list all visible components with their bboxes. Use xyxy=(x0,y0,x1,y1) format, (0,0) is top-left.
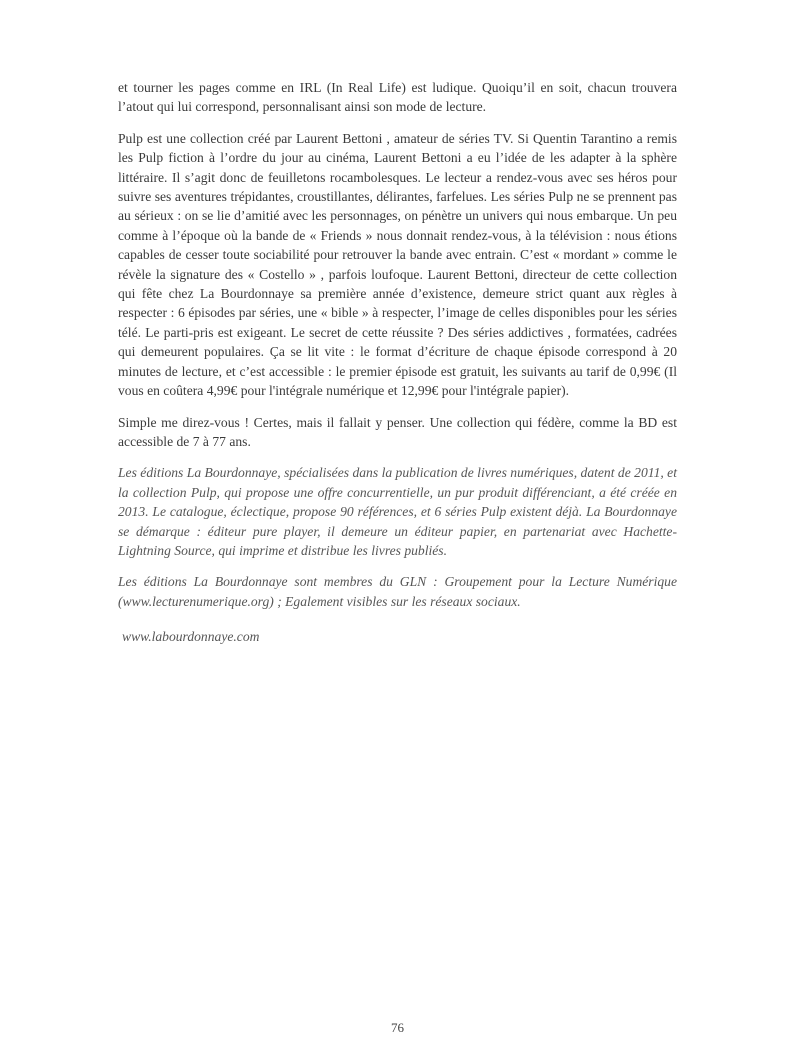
page-body xyxy=(118,78,677,647)
paragraph-conclusion: Simple me direz-vous ! Certes, mais il fallait y penser. Une collection qui fédère, comme la BD est accessible de 7 à 77 ans. xyxy=(118,414,677,449)
page-number: 76 xyxy=(391,1020,404,1035)
paragraph-gln-membership: Les éditions La Bourdonnaye sont membres du GLN : Groupement pour la Lecture Numérique (www.lecturenumerique.org) ; Egalement visibles sur les réseaux sociaux. xyxy=(118,574,677,609)
website-link[interactable]: www.labourdonnaye.com xyxy=(122,629,260,645)
paragraph-pulp-collection: Pulp est une collection créé par Laurent Bettoni , amateur de séries TV. Si Quentin Tarantino a remis les Pulp fiction à l’ordre du jour au cinéma, Laurent Bettoni a eu l’idée de les adapter à la sphère littéraire. Il s’agit donc de feuilletons rocambolesques. Le lecteur a rendez-vous avec ses héros pour suivre ses aventures trépidantes, croustillantes, délirantes, farfelues. Les séries Pulp ne se prennent pas au sérieux : on se lie d’amitié avec les personnages, on pénètre un univers qui nous embarque. Un peu comme à l’époque où la bande de « Friends » nous donnait rendez-vous, à la télévision : nous étions capables de cesser toute sociabilité pour retrouver la bande avec entrain. C’est « mordant » comme le révèle la signature des « Costello » , parfois loufoque. Laurent Bettoni, directeur de cette collection qui fête chez La Bourdonnaye sa première année d’existence, demeure strict quant aux règles à respecter : 6 épisodes par séries, une « bible » à respecter, l’image de celles disponibles pour les séries télé. Le parti-pris est exigeant. Le secret de cette réussite ? Des séries addictives , formatées, cadrées qui demeurent populaires. Ça se lit vite : le format d’écriture de chaque épisode correspond à 20 minutes de lecture, et c’est accessible : le premier épisode est gratuit, les suivants au tarif de 0,99€ (Il vous en coûtera 4,99€ pour l'intégrale numérique et 12,99€ pour l'intégrale papier). xyxy=(118,130,677,399)
paragraph-publisher-info: Les éditions La Bourdonnaye, spécialisées dans la publication de livres numériques, datent de 2011, et la collection Pulp, qui propose une offre concurrentielle, un pur produit différenciant, a été créée en 2013. Le catalogue, éclectique, propose 90 références, et 6 séries Pulp existent déjà. La Bourdonnaye se démarque : éditeur pure player, il demeure un éditeur papier, en partenariat avec Hachette-Lightning Source, qui imprime et distribue les livres publiés. xyxy=(118,465,677,558)
paragraph-intro: et tourner les pages comme en IRL (In Real Life) est ludique. Quoiqu’il en soit, chacun trouvera l’atout qui lui correspond, personnalisant ainsi son mode de lecture. xyxy=(118,80,677,115)
